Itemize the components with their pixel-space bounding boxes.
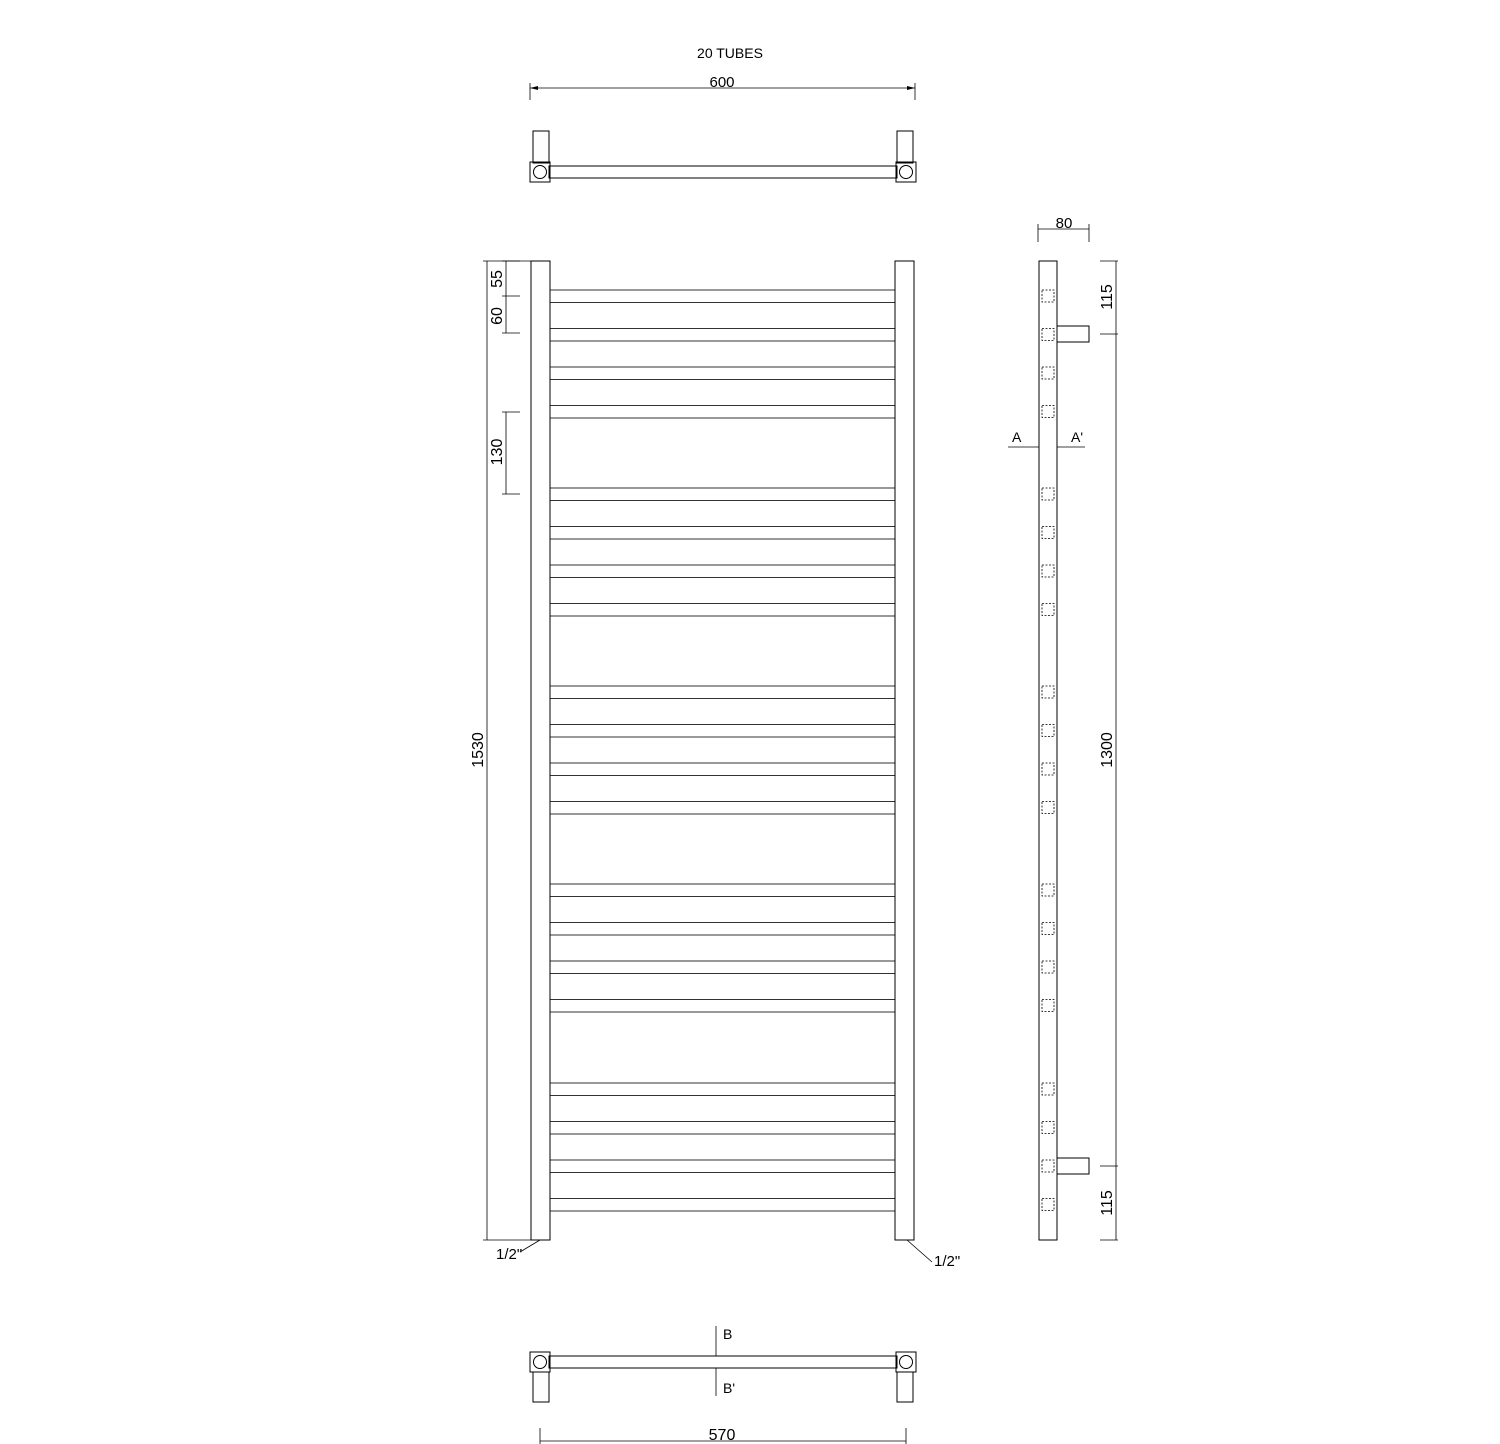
tube-end-side [1042, 884, 1054, 896]
tube [550, 604, 895, 617]
dim-label-130: 130 [489, 438, 506, 466]
tube-end-side [1042, 802, 1054, 814]
tube [550, 565, 895, 578]
pipe-label-right: 1/2" [934, 1253, 961, 1270]
tube [550, 1083, 895, 1096]
tube-end-side [1042, 1122, 1054, 1134]
dim-label-570: 570 [708, 1427, 736, 1444]
section-label-b: B [723, 1326, 733, 1342]
tube-end-side [1042, 1083, 1054, 1095]
tube [550, 802, 895, 815]
tube-end-side [1042, 329, 1054, 341]
collector-right [895, 261, 914, 1240]
bottom-view [530, 1326, 916, 1444]
leader-left [520, 1240, 540, 1252]
collector-circle-right-bottom [900, 1356, 913, 1369]
tube [550, 488, 895, 501]
dim-label-115-top: 115 [1099, 284, 1116, 310]
dim-arrow [907, 86, 915, 90]
tube [550, 329, 895, 342]
tube [550, 527, 895, 540]
tube [550, 1122, 895, 1135]
pipe-stub-right-bottom [897, 1372, 913, 1402]
top-view [530, 45, 916, 182]
tube [550, 1160, 895, 1173]
dim-arrow [530, 86, 538, 90]
collector-left [531, 261, 550, 1240]
pipe-stub-left-bottom [533, 1372, 549, 1402]
tube [550, 725, 895, 738]
tube [550, 1000, 895, 1013]
tube-end-side [1042, 565, 1054, 577]
tube [550, 686, 895, 699]
bracket-top [1057, 326, 1089, 342]
tube [550, 884, 895, 897]
collector-circle-left-bottom [534, 1356, 547, 1369]
collector-circle-right [900, 166, 913, 179]
collector-circle-left [534, 166, 547, 179]
tube-end-side [1042, 527, 1054, 539]
pipe-stub-right [897, 131, 913, 163]
dim-label-1300: 1300 [1099, 732, 1116, 768]
tube-end-side [1042, 1199, 1054, 1211]
tube [550, 763, 895, 776]
side-view [1008, 215, 1118, 1240]
tube-set [550, 290, 895, 1211]
dim-label-115-bottom: 115 [1099, 1190, 1116, 1216]
section-label-a2: A' [1071, 429, 1084, 445]
tube [550, 923, 895, 936]
tube [550, 961, 895, 974]
dim-label-80: 80 [1055, 215, 1073, 232]
section-label-b2: B' [723, 1380, 736, 1396]
dim-label-1530: 1530 [470, 732, 487, 768]
tube-end-side [1042, 1160, 1054, 1172]
dim-label-60: 60 [489, 307, 506, 325]
tube [550, 1199, 895, 1212]
tube-end-side [1042, 604, 1054, 616]
tube-end-side [1042, 961, 1054, 973]
tube-end-side [1042, 367, 1054, 379]
pipe-stub-left [533, 131, 549, 163]
tube [550, 367, 895, 380]
tube-end-side [1042, 725, 1054, 737]
tube-end-side [1042, 923, 1054, 935]
tube-ends-side [1042, 290, 1054, 1211]
pipe-label-left: 1/2" [496, 1246, 523, 1263]
front-view [470, 261, 960, 1270]
section-label-a: A [1012, 429, 1022, 445]
dim-label-55: 55 [489, 270, 506, 288]
tube-plan [549, 166, 897, 178]
tube-plan-bottom [549, 1356, 897, 1368]
tube-end-side [1042, 686, 1054, 698]
tube-end-side [1042, 763, 1054, 775]
leader-right [907, 1240, 932, 1262]
tube [550, 406, 895, 419]
tube-end-side [1042, 488, 1054, 500]
dim-label-600: 600 [709, 74, 735, 91]
tube-end-side [1042, 290, 1054, 302]
tubes-count-label: 20 TUBES [697, 45, 763, 61]
tube-end-side [1042, 406, 1054, 418]
tube [550, 290, 895, 303]
tube-end-side [1042, 1000, 1054, 1012]
bracket-bottom [1057, 1158, 1089, 1174]
